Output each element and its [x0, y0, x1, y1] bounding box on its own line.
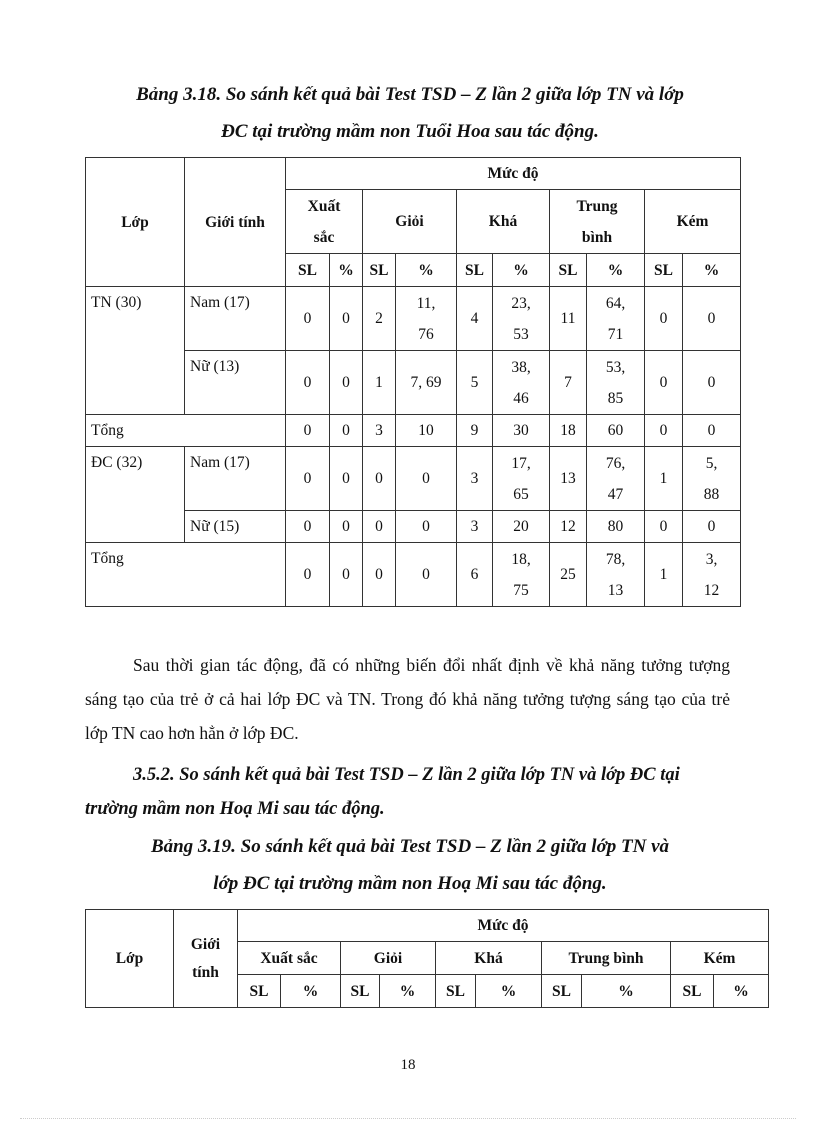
- table-cell: [493, 543, 550, 607]
- cell-text: 0: [422, 470, 430, 487]
- table-cell: [645, 415, 683, 447]
- cell-text: 47: [607, 485, 624, 503]
- table-cell: [645, 287, 683, 351]
- table-3-19: [85, 909, 769, 1008]
- header-gioi-level: Giỏi: [341, 942, 436, 975]
- cell-text: 76: [418, 325, 434, 343]
- header-sl: SL: [363, 254, 396, 287]
- table-cell: [396, 511, 457, 543]
- cell-text: 18: [560, 422, 576, 439]
- cell-text: 11,: [416, 294, 436, 312]
- table-cell: [330, 351, 363, 415]
- table-cell: [645, 543, 683, 607]
- header-pct: %: [683, 254, 741, 287]
- table-cell: [587, 287, 645, 351]
- header-pct: %: [714, 975, 769, 1008]
- table-cell: [645, 511, 683, 543]
- cell-text: 2: [375, 310, 383, 327]
- table-cell: [363, 351, 396, 415]
- cell-text: 3: [375, 422, 383, 439]
- header-pct: %: [476, 975, 542, 1008]
- table-cell: [550, 351, 587, 415]
- table-cell: [396, 447, 457, 511]
- cell-text: 3: [470, 518, 479, 535]
- header-muc-do: Mức độ: [286, 158, 741, 190]
- cell-text: 0: [707, 310, 716, 327]
- table-cell: [457, 543, 493, 607]
- header-kem: Kém: [671, 942, 769, 975]
- table-row-total: [86, 543, 741, 607]
- table-cell: [587, 543, 645, 607]
- header-pct: %: [380, 975, 436, 1008]
- cell-gioi-tinh: Nữ (13): [185, 351, 286, 415]
- header-lop: Lớp: [86, 910, 174, 1008]
- table-row: [86, 511, 741, 543]
- table-cell: [286, 351, 330, 415]
- header-pct: %: [281, 975, 341, 1008]
- table-cell: [286, 511, 330, 543]
- table-cell: [286, 415, 330, 447]
- cell-text: 0: [375, 566, 383, 583]
- cell-text: 88: [703, 485, 720, 503]
- table-cell: [457, 351, 493, 415]
- cell-text: 7: [564, 374, 572, 391]
- header-sl: SL: [238, 975, 281, 1008]
- cell-text: 0: [303, 422, 312, 439]
- cell-text: 1: [375, 374, 383, 391]
- header-xuat: Xuất: [307, 197, 341, 215]
- table-cell: [587, 511, 645, 543]
- cell-text: 18,: [511, 550, 531, 568]
- header-pct: %: [330, 254, 363, 287]
- header-gioi-tinh: [174, 910, 238, 1008]
- table-caption-3-18-line1: Bảng 3.18. So sánh kết quả bài Test TSD – Z lần 2 giữa lớp TN và lớp: [136, 84, 684, 105]
- cell-text: 12: [703, 581, 720, 599]
- table-cell: [645, 447, 683, 511]
- header-sl: SL: [286, 254, 330, 287]
- table-cell: [396, 351, 457, 415]
- table-cell: [286, 543, 330, 607]
- table-caption-3-18-line2: ĐC tại trường mầm non Tuổi Hoa sau tác động.: [221, 121, 599, 142]
- header-pct: %: [582, 975, 671, 1008]
- table-cell: [330, 543, 363, 607]
- table-cell: [683, 415, 741, 447]
- table-cell: [330, 415, 363, 447]
- cell-text: 30: [513, 422, 529, 439]
- page-number: 18: [400, 1057, 416, 1073]
- cell-text: 0: [303, 566, 312, 583]
- table-cell: [645, 351, 683, 415]
- cell-text: 0: [375, 518, 383, 535]
- header-lop: Lớp: [86, 158, 185, 287]
- cell-text: 64,: [605, 294, 626, 312]
- cell-text: 12: [560, 518, 576, 535]
- cell-text: 0: [707, 422, 716, 439]
- table-cell: [363, 543, 396, 607]
- cell-text: 0: [707, 518, 716, 535]
- table-cell: [493, 415, 550, 447]
- cell-text: 0: [659, 310, 668, 327]
- table-3-18-body: [86, 287, 741, 607]
- table-cell: [587, 351, 645, 415]
- table-cell: [550, 415, 587, 447]
- header-sl: SL: [436, 975, 476, 1008]
- cell-text: 6: [470, 566, 479, 583]
- cell-text: 53: [513, 325, 529, 343]
- header-gioi: Giới: [190, 935, 221, 953]
- cell-text: 23,: [511, 294, 531, 312]
- table-cell: [457, 287, 493, 351]
- cell-lop: TN (30): [86, 287, 185, 415]
- table-cell: [363, 415, 396, 447]
- table-row: [86, 351, 741, 415]
- cell-text: 0: [342, 518, 350, 535]
- cell-lop: ĐC (32): [86, 447, 185, 543]
- table-cell: [587, 447, 645, 511]
- cell-text: 7, 69: [410, 374, 442, 391]
- table-cell: [550, 447, 587, 511]
- cell-text: 46: [513, 389, 529, 407]
- cell-text: 38,: [511, 358, 531, 376]
- header-gioi-level: Giỏi: [363, 190, 457, 254]
- table-cell: [330, 287, 363, 351]
- table-caption-3-19-line2: lớp ĐC tại trường mầm non Hoạ Mi sau tác động.: [213, 873, 607, 894]
- cell-text: 0: [707, 374, 716, 391]
- cell-text: 78,: [605, 550, 626, 568]
- header-tinh: tính: [192, 963, 219, 981]
- table-cell: [396, 543, 457, 607]
- cell-text: 0: [303, 518, 312, 535]
- table-cell: [683, 287, 741, 351]
- table-cell: [493, 351, 550, 415]
- cell-text: 53,: [605, 358, 626, 376]
- cell-text: 0: [342, 310, 350, 327]
- header-kem: Kém: [645, 190, 741, 254]
- header-sl: SL: [542, 975, 582, 1008]
- header-pct: %: [587, 254, 645, 287]
- cell-text: 0: [303, 310, 312, 327]
- cell-text: 0: [375, 470, 383, 487]
- cell-text: 3: [470, 470, 479, 487]
- header-xuat-sac: [286, 190, 363, 254]
- table-cell: [683, 543, 741, 607]
- cell-tong: Tổng: [86, 415, 286, 447]
- cell-text: 17,: [511, 454, 531, 472]
- header-pct: %: [396, 254, 457, 287]
- header-sl: SL: [550, 254, 587, 287]
- table-row-total: [86, 415, 741, 447]
- cell-gioi-tinh: Nam (17): [185, 447, 286, 511]
- cell-text: 80: [607, 518, 624, 535]
- table-cell: [457, 415, 493, 447]
- header-sl: SL: [645, 254, 683, 287]
- cell-text: 13: [607, 581, 624, 599]
- header-kha: Khá: [457, 190, 550, 254]
- header-trung: Trung: [576, 197, 618, 215]
- cell-text: 0: [342, 422, 350, 439]
- cell-text: 0: [342, 470, 350, 487]
- cell-text: 0: [303, 470, 312, 487]
- header-xuat-sac: Xuất sắc: [238, 942, 341, 975]
- header-binh: bình: [581, 228, 613, 246]
- cell-gioi-tinh: Nam (17): [185, 287, 286, 351]
- cell-text: 5,: [705, 454, 718, 472]
- body-paragraph: Sau thời gian tác động, đã có những biến đổi nhất định về khả năng tưởng tượng sáng tạo của trẻ ở cả hai lớp ĐC và TN. Trong đó khả năng tưởng tượng sáng tạo của trẻ lớp TN cao hơn hẳn ở lớp ĐC.: [85, 655, 730, 743]
- header-sac: sắc: [313, 228, 335, 246]
- cell-tong: Tổng: [86, 543, 286, 607]
- table-cell: [363, 287, 396, 351]
- table-cell: [550, 511, 587, 543]
- table-cell: [330, 511, 363, 543]
- cell-text: 5: [470, 374, 479, 391]
- table-row: [86, 447, 741, 511]
- table-cell: [550, 287, 587, 351]
- table-cell: [493, 287, 550, 351]
- header-gioi-tinh: Giới tính: [185, 158, 286, 287]
- cell-text: 76,: [605, 454, 626, 472]
- table-cell: [683, 447, 741, 511]
- header-sl: SL: [671, 975, 714, 1008]
- table-cell: [683, 351, 741, 415]
- page-footer-line: [20, 1118, 796, 1119]
- table-cell: [396, 415, 457, 447]
- table-cell: [683, 511, 741, 543]
- header-sl: SL: [341, 975, 380, 1008]
- table-cell: [396, 287, 457, 351]
- cell-text: 20: [513, 518, 529, 535]
- cell-text: 71: [607, 325, 624, 343]
- header-trung-binh: Trung bình: [542, 942, 671, 975]
- cell-text: 0: [422, 518, 430, 535]
- table-cell: [493, 511, 550, 543]
- cell-text: 10: [418, 422, 434, 439]
- table-3-18: [85, 157, 741, 607]
- cell-text: 0: [342, 566, 350, 583]
- table-cell: [363, 511, 396, 543]
- table-cell: [286, 447, 330, 511]
- cell-text: 9: [470, 422, 479, 439]
- table-caption-3-19-line1: Bảng 3.19. So sánh kết quả bài Test TSD – Z lần 2 giữa lớp TN và: [150, 836, 670, 857]
- header-kha: Khá: [436, 942, 542, 975]
- header-pct: %: [493, 254, 550, 287]
- cell-text: 0: [659, 422, 668, 439]
- cell-text: 25: [560, 566, 576, 583]
- cell-text: 1: [659, 470, 668, 487]
- cell-text: 13: [560, 470, 576, 487]
- header-muc-do: Mức độ: [238, 910, 769, 942]
- section-heading-3-5-2: 3.5.2. So sánh kết quả bài Test TSD – Z lần 2 giữa lớp TN và lớp ĐC tại trường mầm non Hoạ Mi sau tác động.: [85, 765, 680, 819]
- table-cell: [493, 447, 550, 511]
- cell-text: 60: [607, 422, 624, 439]
- table-cell: [587, 415, 645, 447]
- cell-text: 11: [560, 310, 576, 327]
- table-cell: [457, 447, 493, 511]
- cell-text: 85: [607, 389, 624, 407]
- cell-text: 1: [659, 566, 668, 583]
- cell-text: 0: [422, 566, 430, 583]
- table-cell: [330, 447, 363, 511]
- cell-text: 75: [513, 581, 529, 599]
- header-sl: SL: [457, 254, 493, 287]
- cell-text: 4: [470, 310, 479, 327]
- cell-text: 0: [659, 374, 668, 391]
- header-trung-binh: [550, 190, 645, 254]
- table-cell: [363, 447, 396, 511]
- table-cell: [550, 543, 587, 607]
- cell-text: 3,: [705, 550, 718, 568]
- cell-gioi-tinh: Nữ (15): [185, 511, 286, 543]
- table-cell: [457, 511, 493, 543]
- cell-text: 0: [303, 374, 312, 391]
- table-cell: [286, 287, 330, 351]
- cell-text: 0: [659, 518, 668, 535]
- cell-text: 0: [342, 374, 350, 391]
- table-row: [86, 287, 741, 351]
- cell-text: 65: [513, 485, 529, 503]
